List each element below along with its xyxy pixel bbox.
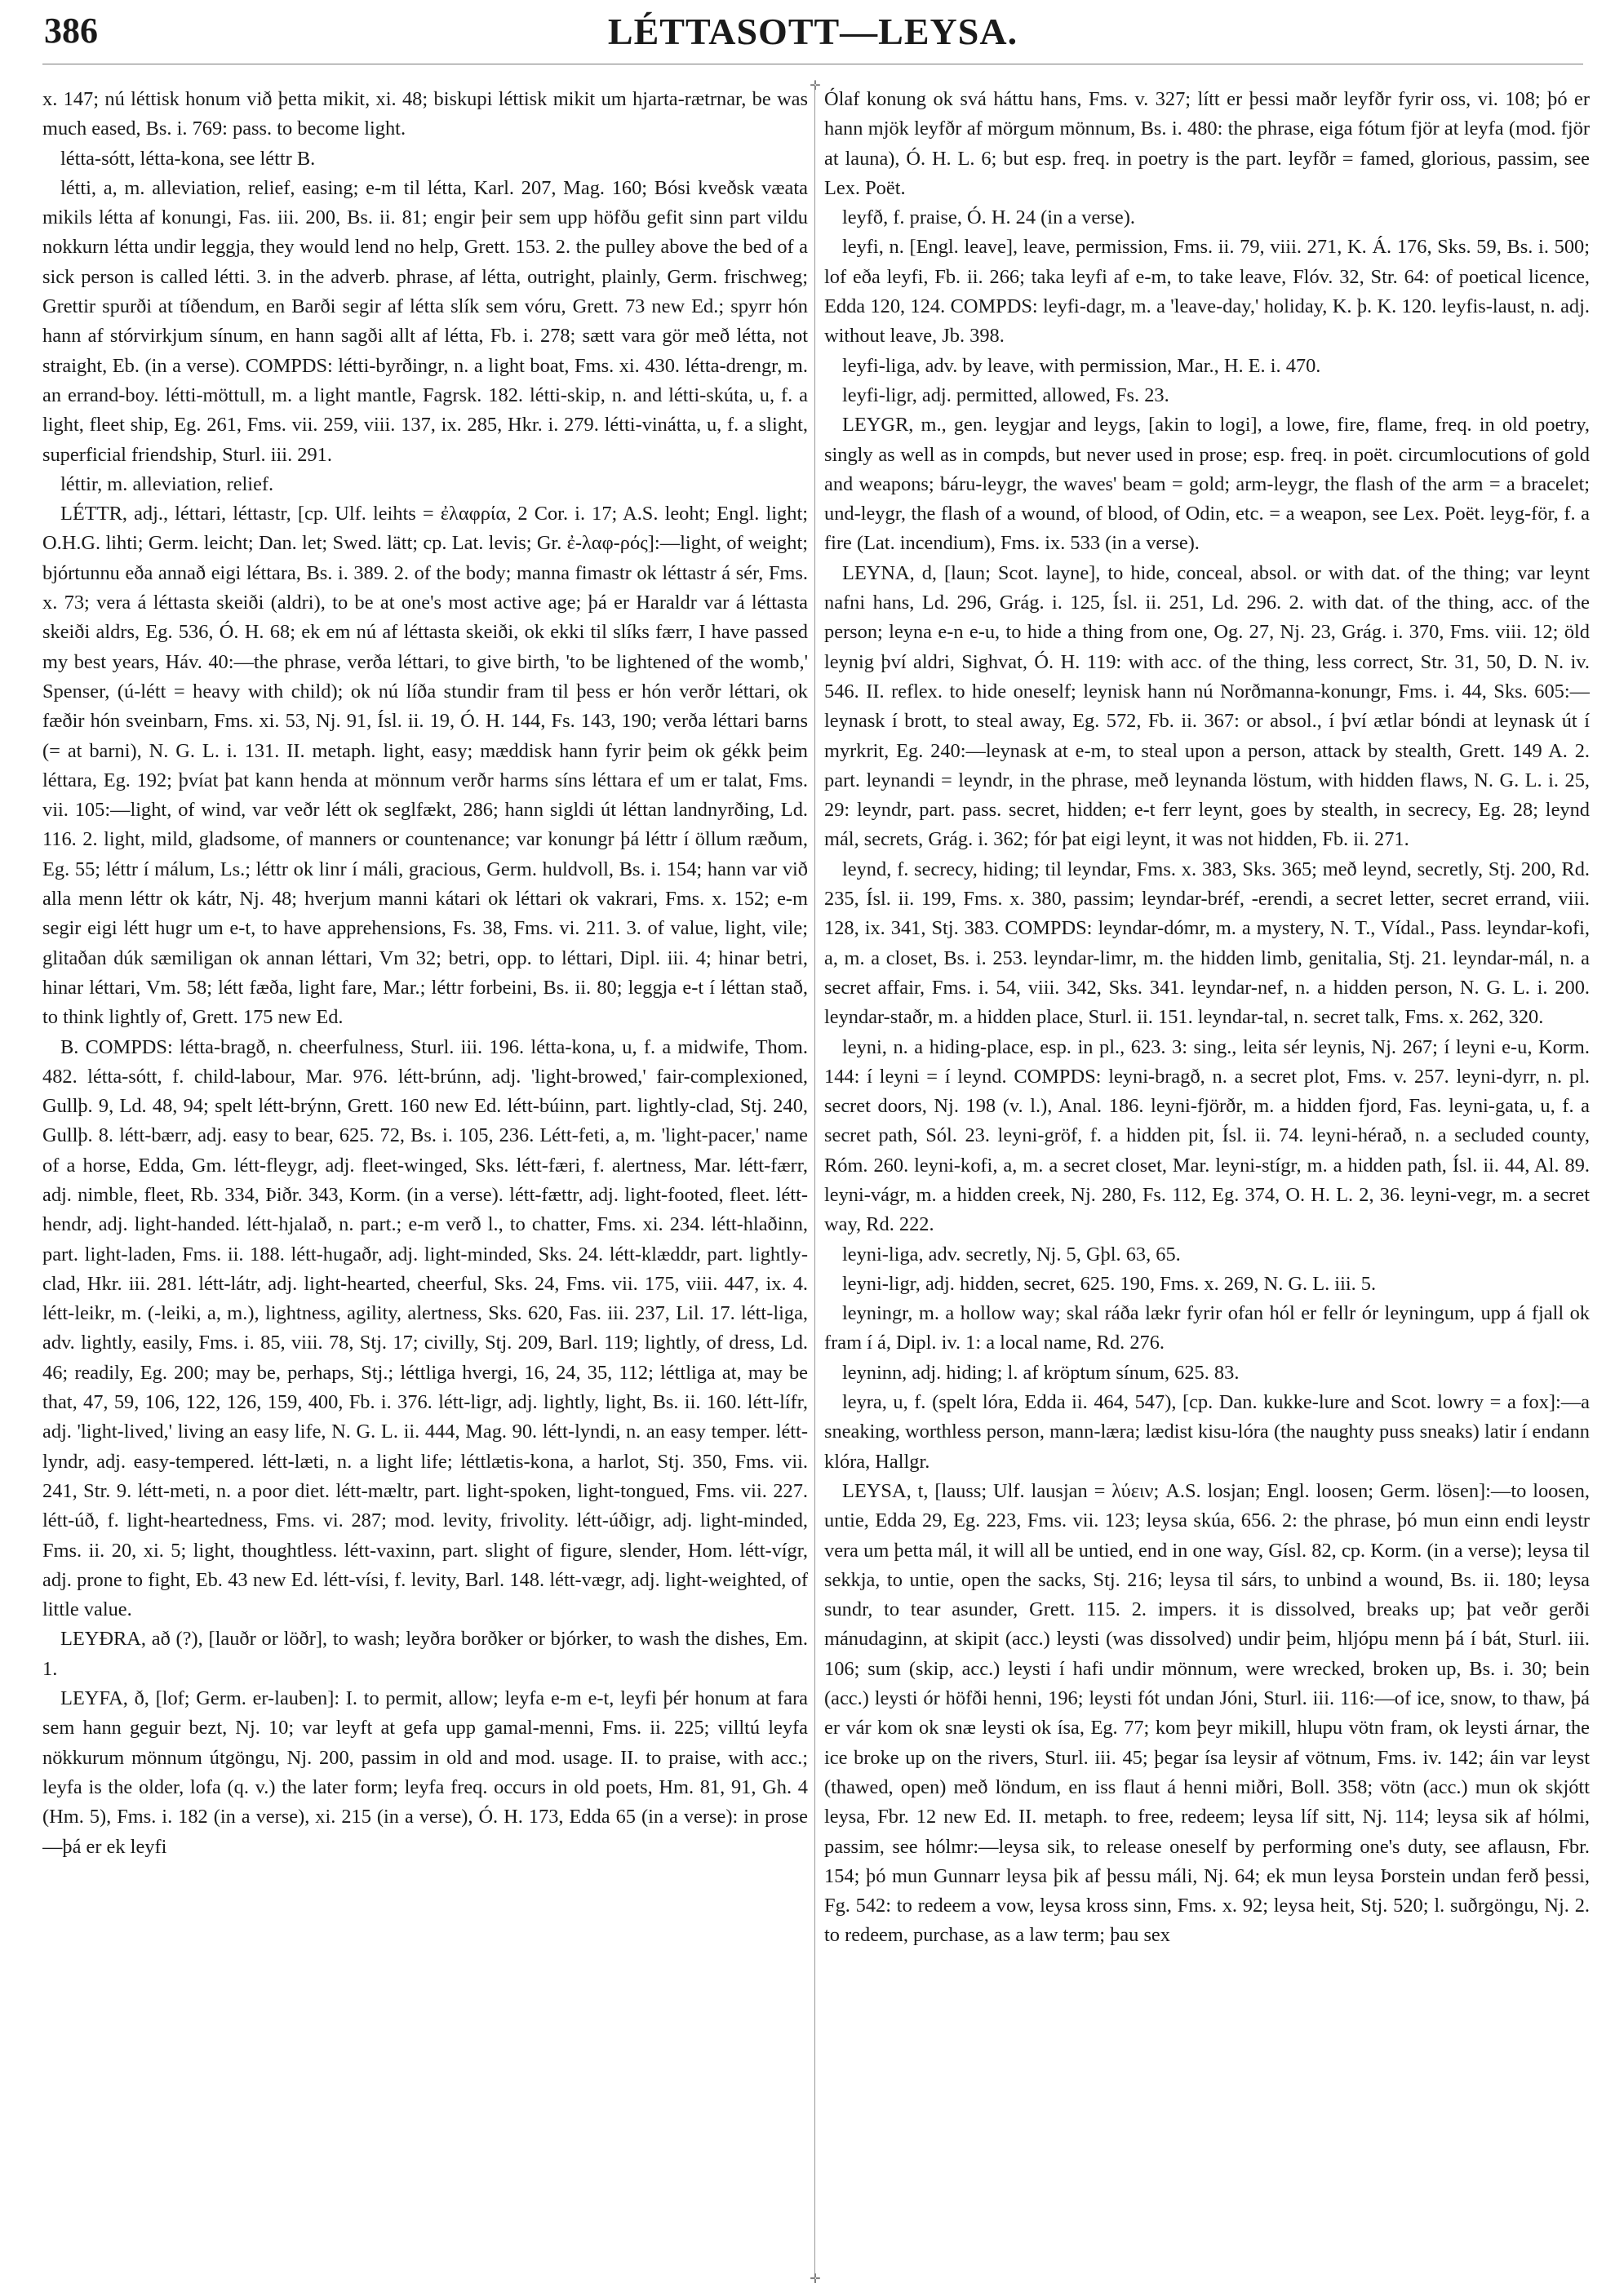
running-head: LÉTTASOTT—LEYSA. <box>607 11 1018 52</box>
entry-leyna: LEYNA, d, [laun; Scot. layne], to hide, conceal, absol. or with dat. of the thing; var leynt nafni hans, Ld. 296, Grág. i. 125, Ísl. ii. 251, Ld. 296. 2. with dat. of the thing, acc. of the person; leyna e-n e-u, to hide a thing from one, Og. 27, Nj. 23, Grág. i. 370, Fms. viii. 12; öld leynig því aldri, Sighvat, Ó. H. 119: with acc. of the thing, less correct, Str. 31, 50, D. N. iv. 546. II. reflex. to hide oneself; leynisk hann nú Norðmanna-konungr, Fms. i. 44, Sks. 605:—leynask í brott, to steal away, Eg. 572, Fb. ii. 367: or absol., í því ætlar bóndi at leynask út í myrkrit, Eg. 240:—leynask at e-m, to steal upon a person, attack by stealth, Grett. 149 A. 2. part. leynandi = leyndr, in the phrase, með leynanda löstum, with hidden flaws, N. G. L. i. 25, 29: leyndr, part. pass. secret, hidden; e-t ferr leynt, goes by stealth, in secrecy, Eg. 28; leynd mál, secrets, Grág. i. 362; fór þat eigi leynt, it was not hidden, Fb. ii. 271. <box>824 561 1590 851</box>
entry-letta-sott: létta-sótt, létta-kona, see léttr B. <box>60 147 316 170</box>
left-column <box>42 85 808 2284</box>
entry-leysa: LEYSA, t, [lauss; Ulf. lausjan = λύειν; A.S. losjan; Engl. loosen; Germ. lösen]:—to loosen, untie, Edda 29, Eg. 223, Fms. vii. 123; leysa skúa, 656. 2: the phrase, þó mun einn endi leystr vera um þetta mál, it will all be untied, end in one way, Gísl. 82, cp. Korm. (in a verse); leysa til sekkja, to untie, open the sacks, Stj. 216; leysa til sárs, to unbind a wound, Bs. ii. 180; leysa sundr, to tear asunder, Grett. 115. 2. impers. it is dissolved, breaks up; þat veðr gerði mánudaginn, at skipit (acc.) leysti (was dissolved) undir þeim, hljópu menn þá í bát, Sturl. iii. 106; sum (skip, acc.) leysti í hafi undir mönnum, were wrecked, broken up, Bs. i. 30; bein (acc.) leysti ór höfði henni, 196; leysti fót undan Jóni, Sturl. iii. 116:—of ice, snow, to thaw, þá er vár kom ok snæ leysti ok ísa, Eg. 77; kom þeyr mikill, hlupu vötn fram, ok leysti árnar, the ice broke up on the rivers, Sturl. iii. 45; þegar ísa leysir af vötnum, Fms. iv. 142; áin var leyst (thawed, open) með löndum, en iss flaut á henni miðri, Boll. 358; vötn (acc.) mun ok skjótt leysa, Fbr. 12 new Ed. II. metaph. to free, redeem; leysa líf sitt, Nj. 114; leysa sik af hólmi, passim, see hólmr:—leysa sik, to release oneself by performing one's duty, see aflausn, Fbr. 154; þó mun Gunnarr leysa þik af þessu máli, Nj. 64; ek mun leysa Þorstein undan ferð þessi, Fg. 542: to redeem a vow, leysa kross sinn, Fms. x. 92; leysa heit, Stj. 520; l. suðrgöngu, Nj. 2. to redeem, purchase, as a law term; þau sex <box>824 1479 1590 1947</box>
entry-leyfi-ligr: leyfi-ligr, adj. permitted, allowed, Fs. 23. <box>842 383 1169 406</box>
entry-leyfa: LEYFA, ð, [lof; Germ. er-lauben]: I. to permit, allow; leyfa e-m e-t, leyfi þér honum at fara sem hann geguir bezt, Nj. 10; var leyft at gefa upp gamal-menni, Fms. ii. 225; villtú leyfa nökkurum mönnum útgöngu, Nj. 200, passim in old and mod. usage. II. to praise, with acc.; leyfa is the older, lofa (q. v.) the later form; leyfa freq. occurs in old poets, Hm. 81, 91, Gh. 4 (Hm. 5), Fms. i. 182 (in a verse), xi. 215 (in a verse), Ó. H. 173, Edda 65 (in a verse): in prose—þá er ek leyfi <box>42 1687 808 1858</box>
entry-leyninn: leyninn, adj. hiding; l. af kröptum sínum, 625. 83. <box>842 1361 1240 1384</box>
entry-leyfi: leyfi, n. [Engl. leave], leave, permission, Fms. ii. 79, viii. 271, K. Á. 176, Sks. 59, Bs. i. 500; lof eða leyfi, Fb. ii. 266; taka leyfi af e-m, to take leave, Flóv. 32, Str. 64: of poetical licence, Edda 120, 124. COMPDS: leyfi-dagr, m. a 'leave-day,' holiday, K. þ. K. 120. leyfis-laust, n. adj. without leave, Jb. 398. <box>824 236 1590 348</box>
fold-mark-icon: ✛ <box>810 2272 821 2286</box>
fold-mark-icon: ✛ <box>810 79 821 93</box>
page-header <box>42 8 1583 64</box>
entry-leyningr: leyningr, m. a hollow way; skal ráða lækr fyrir ofan hól er fellr ór leyningum, upp á fjall ok fram í á, Dipl. iv. 1: a local name, Rd. 276. <box>824 1302 1590 1354</box>
entry-continuation: Ólaf konung ok svá háttu hans, Fms. v. 327; lítt er þessi maðr leyfðr fyrir oss, vi. 108; þó er hann mjök leyfðr af mörgum mönnum, Bs. i. 480: the phrase, eiga fótum fjör at leyfa (mod. fjör at launa), Ó. H. L. 6; but esp. freq. in poetry is the part. leyfðr = famed, glorious, passim, see Lex. Poët. <box>824 88 1590 199</box>
entry-leyni-liga: leyni-liga, adv. secretly, Nj. 5, Gþl. 63, 65. <box>842 1243 1181 1265</box>
entry-continuation: x. 147; nú léttisk honum við þetta mikit, xi. 48; biskupi léttisk mikit um hjarta-rætrnar, be was much eased, Bs. i. 769: pass. to become light. <box>42 88 808 140</box>
entry-leyni: leyni, n. a hiding-place, esp. in pl., 623. 3: sing., leita sér leynis, Nj. 267; í leyni e-u, Korm. 144: í leyni = í leynd. COMPDS: leyni-bragð, n. a secret plot, Fms. v. 257. leyni-dyrr, n. pl. secret doors, Nj. 198 (v. l.), Anal. 186. leyni-fjörðr, m. a hidden fjord, Fas. leyni-gata, u, f. a secret path, Sól. 23. leyni-gröf, f. a hidden pit, Ísl. ii. 74. leyni-hérað, n. a secluded county, Róm. 260. leyni-kofi, a, m. a secret closet, Mar. leyni-stígr, m. a hidden path, Ísl. ii. 44, Al. 89. leyni-vágr, m. a hidden creek, Nj. 280, Fs. 112, Eg. 374, O. H. L. 2, 36. leyni-vegr, m. a secret way, Rd. 222. <box>824 1035 1590 1236</box>
entry-leygr: LEYGR, m., gen. leygjar and leygs, [akin to logi], a lowe, fire, flame, freq. in old poetry, singly as well as in compds, but never used in prose; esp. freq. in poët. circumlocutions of gold and weapons; báru-leygr, the waves' beam = gold; arm-leygr, the flash of the arm = a bracelet; und-leygr, the flash of a wound, of blood, of Odin, etc. = a weapon, see Lex. Poët. leyg-för, f. a fire (Lat. incendium), Fms. ix. 533 (in a verse). <box>824 414 1590 555</box>
entry-leyni-ligr: leyni-ligr, adj. hidden, secret, 625. 190, Fms. x. 269, N. G. L. iii. 5. <box>842 1272 1377 1295</box>
entry-leyra: leyra, u, f. (spelt lóra, Edda ii. 464, 547), [cp. Dan. kukke-lure and Scot. lowry = a fox]:—a sneaking, worthless person, mann-læra; lædist kisu-lóra (the naughty puss sneaks) latir í endann klóra, Hallgr. <box>824 1391 1590 1473</box>
entry-leydra: LEYÐRA, að (?), [lauðr or löðr], to wash; leyðra borðker or bjórker, to wash the dishes, Em. 1. <box>42 1628 808 1680</box>
page-number: 386 <box>44 11 98 51</box>
entry-leyfi-liga: leyfi-liga, adv. by leave, with permission, Mar., H. E. i. 470. <box>842 354 1321 377</box>
entry-leyfd: leyfð, f. praise, Ó. H. 24 (in a verse). <box>842 206 1135 229</box>
entry-lettr: LÉTTR, adj., léttari, léttastr, [cp. Ulf. leihts = ἐλαφρία, 2 Cor. i. 17; A.S. leoht; Engl. light; O.H.G. lihti; Germ. leicht; Dan. let; Swed. lätt; cp. Lat. levis; Gr. ἐ-λαφ-ρός]:—light, of weight; bjórtunnu eða annað eigi léttara, Bs. i. 389. 2. of the body; manna fimastr ok léttastr á sér, Fms. x. 73; vera á léttasta skeiði (aldri), to be at one's most active age; þá er Haraldr var á léttasta skeiði aldrs, Eg. 536, Ó. H. 68; ek em nú af léttasta skeiði, ok ekki til slíks færr, I have passed my best years, Háv. 40:—the phrase, verða léttari, to give birth, 'to be lightened of the womb,' Spenser, (ú-létt = heavy with child); ok nú líða stundir fram til þess er hón verðr léttari, ok fæðir hón sveinbarn, Fms. xi. 53, Nj. 91, Ísl. ii. 19, Ó. H. 144, Fs. 143, 190; verða léttari barns (= at barni), N. G. L. i. 131. II. metaph. light, easy; mæddisk hann fyrir þeim ok gékk þeim léttara, Eg. 192; þvíat þat kann henda at mönnum verðr harms síns léttara ef um er talat, Fms. vii. 105:—light, of wind, var veðr létt ok seglfækt, 286; hann sigldi út léttan landnyrðing, Ld. 116. 2. light, mild, gladsome, of manners or countenance; var konungr þá léttr í öllum ræðum, Eg. 55; léttr í málum, Ls.; léttr ok linr í máli, gracious, Germ. huldvoll, Bs. i. 154; hann var við alla menn léttr ok kátr, Nj. 48; hverjum manni kátari ok léttari ok vakrari, Fms. x. 152; e-m segir eigi létt hugr um e-t, to have apprehensions, Fs. 38, Fms. vi. 211. 3. of value, light, vile; glitaðan dúk sæmiligan ok annan léttari, Vm 32; betri, opp. to léttari, Dipl. iii. 4; hinar betri, hinar léttari, Vm. 58; létt fæða, light fare, Mar.; léttr forbeini, Bs. ii. 80; leggja e-t í léttan stað, to think lightly of, Grett. 175 new Ed. <box>42 503 808 1029</box>
entry-leynd: leynd, f. secrecy, hiding; til leyndar, Fms. x. 383, Sks. 365; með leynd, secretly, Stj. 200, Rd. 235, Ísl. ii. 199, Fms. x. 380, passim; leyndar-bréf, -erendi, a secret letter, secret errand, viii. 128, ix. 341, Stj. 383. COMPDS: leyndar-dómr, m. a mystery, N. T., Vídal., Pass. leyndar-kofi, a, m. a closet, Bs. i. 253. leyndar-limr, m. the hidden limb, genitalia, Stj. 21. leyndar-mál, n. a secret affair, Fms. i. 54, viii. 342, Sks. 341. leyndar-nef, n. a hidden person, N. G. L. i. 200. leyndar-staðr, m. a hidden place, Sturl. ii. 151. leyndar-tal, n. secret talk, Fms. x. 262, 320. <box>824 858 1590 1029</box>
column-divider <box>814 85 815 2280</box>
entry-lettr-compounds: B. COMPDS: létta-bragð, n. cheerfulness, Sturl. iii. 196. létta-kona, u, f. a midwife, Thom. 482. létta-sótt, f. child-labour, Mar. 976. létt-brúnn, adj. 'light-browed,' fair-complexioned, Gullþ. 9, Ld. 48, 94; spelt létt-brýnn, Grett. 160 new Ed. létt-búinn, part. lightly-clad, Stj. 240, Gullþ. 8. létt-bærr, adj. easy to bear, 625. 72, Bs. i. 105, 236. Létt-feti, a, m. 'light-pacer,' name of a horse, Edda, Gm. létt-fleygr, adj. fleet-winged, Sks. létt-færi, f. alertness, Mar. létt-færr, adj. nimble, fleet, Rb. 334, Þiðr. 343, Korm. (in a verse). létt-fættr, adj. light-footed, fleet. létt-hendr, adj. light-handed. létt-hjalað, n. part.; e-m verð l., to chatter, Fms. xi. 234. létt-hlaðinn, part. light-laden, Fms. ii. 188. létt-hugaðr, adj. light-minded, Sks. 24. létt-klæddr, part. lightly-clad, Hkr. iii. 281. létt-látr, adj. light-hearted, cheerful, Sks. 24, Fms. vii. 175, viii. 447, ix. 4. létt-leikr, m. (-leiki, a, m.), lightness, agility, alertness, Sks. 620, Fas. iii. 237, Lil. 17. létt-liga, adv. lightly, easily, Fms. i. 85, viii. 78, Stj. 17; civilly, Stj. 209, Barl. 119; lightly, of dress, Ld. 46; readily, Eg. 200; may be, perhaps, Stj.; léttliga hvergi, 16, 24, 35, 112; léttliga at, may be that, 47, 59, 106, 122, 126, 159, 400, Fb. i. 376. létt-ligr, adj. lightly, light, Bs. ii. 160. létt-lífr, adj. 'light-lived,' living an easy life, N. G. L. ii. 444, Mag. 90. létt-lyndi, n. an easy temper. létt-lyndr, adj. easy-tempered. létt-læti, n. a light life; léttlætis-kona, a harlot, Stj. 350, Fms. vii. 241, Str. 9. létt-meti, n. a poor diet. létt-mæltr, part. light-spoken, light-tongued, Fms. vii. 227. létt-úð, f. light-heartedness, Fms. vi. 287; mod. levity, frivolity. létt-úðigr, adj. light-minded, Fms. ii. 20, xi. 5; light, thoughtless. létt-vaxinn, part. slight of figure, slender, Hom. létt-vígr, adj. prone to fight, Eb. 43 new Ed. létt-vísi, f. levity, Barl. 148. létt-vægr, adj. light-weighted, of little value. <box>42 1035 808 1621</box>
right-column <box>824 85 1590 2284</box>
entry-lettir: léttir, m. alleviation, relief. <box>60 472 274 495</box>
entry-letti: létti, a, m. alleviation, relief, easing; e-m til létta, Karl. 207, Mag. 160; Bósi kveðsk væata mikils létta af konungi, Fas. iii. 200, Bs. ii. 81; engir þeir sem upp höfðu gefit sinn part vildu nokkurn létta undir leggja, they would lend no help, Grett. 153. 2. the pulley above the bed of a sick person is called létti. 3. in the adverb. phrase, af létta, outright, plainly, Germ. frischweg; Grettir spurði at tíðendum, en Barði segir af létta slík sem vóru, Grett. 73 new Ed.; spyrr hón hann af stórvirkjum sínum, en hann sagði allt af létta, Fb. i. 278; sætt vara gör með létta, not straight, Eb. (in a verse). COMPDS: létti-byrðingr, n. a light boat, Fms. xi. 430. létta-drengr, m. an errand-boy. létti-möttull, m. a light mantle, Fagrsk. 182. létti-skip, n. and létti-skúta, u, f. a light, fleet ship, Eg. 261, Fms. vii. 259, viii. 137, ix. 285, Hkr. i. 279. létti-vinátta, u, f. a slight, superficial friendship, Sturl. iii. 291. <box>42 176 808 466</box>
